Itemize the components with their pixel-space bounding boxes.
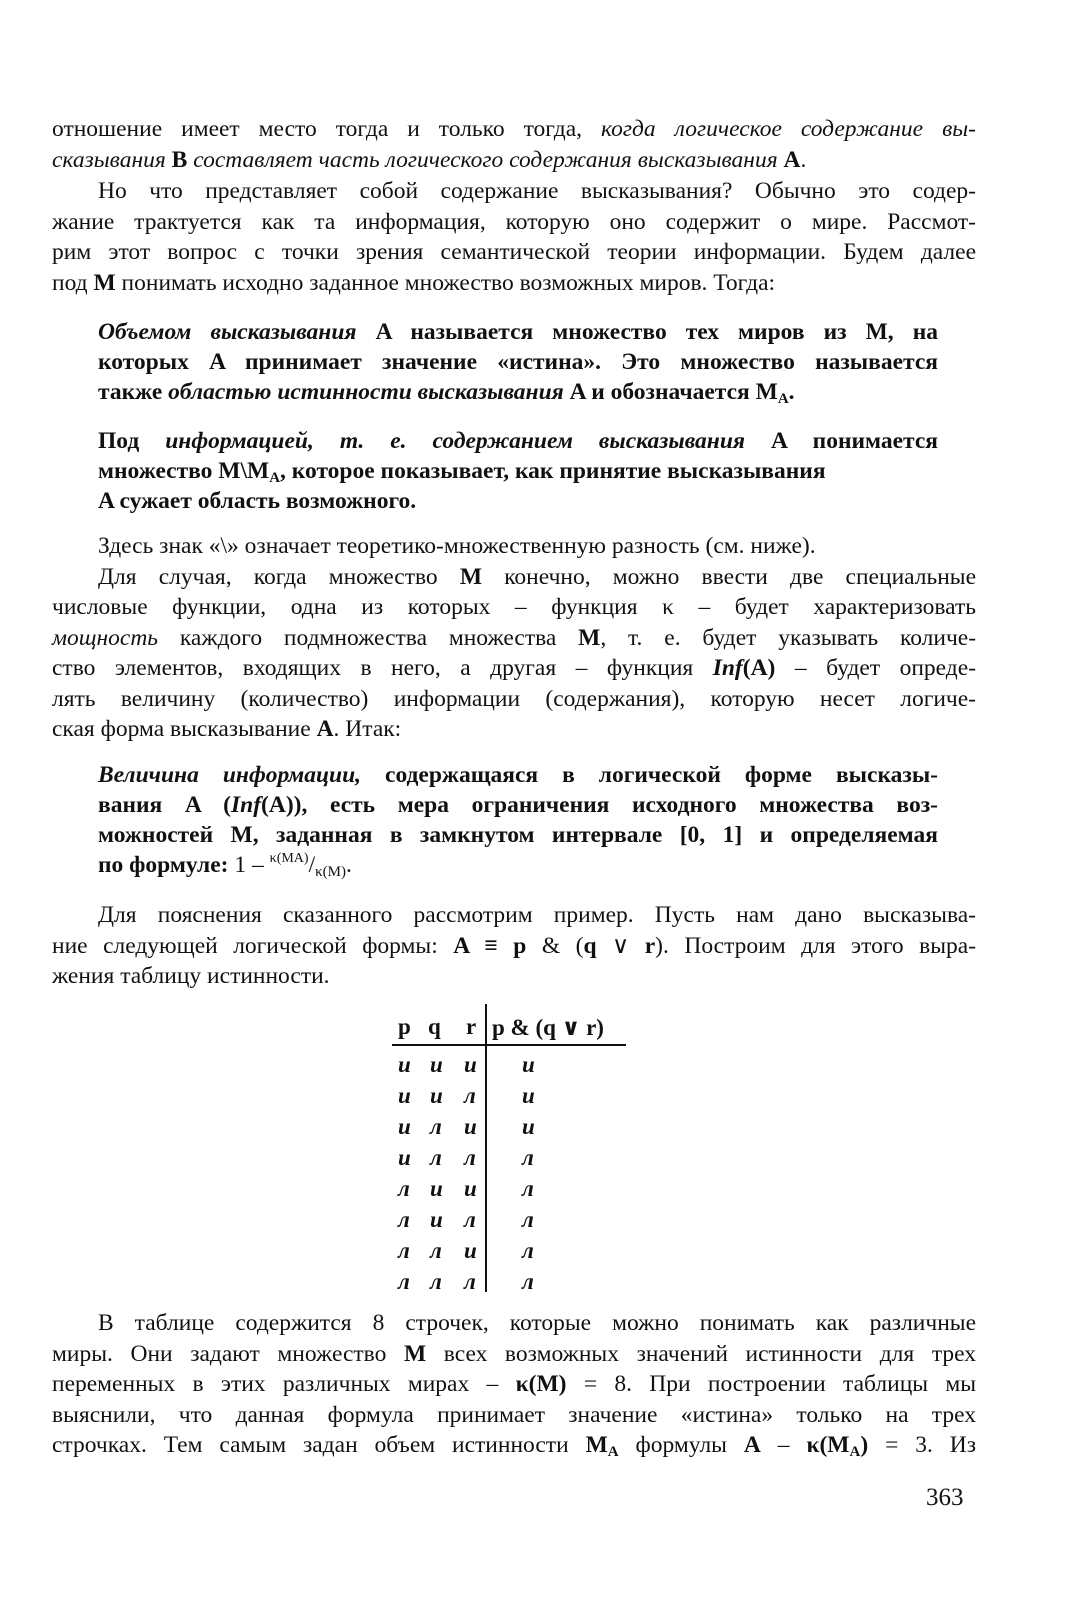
subscript: A [777,391,789,407]
text-run-italic: составляет часть логического содержания высказывания [193,146,778,173]
text-line: числовые функции, одна из которых – функция κ – будет характеризовать [52,594,976,620]
page-number: 363 [926,1484,964,1511]
table-cell: и [430,1052,443,1077]
text-run-bold: M [585,1432,608,1458]
text-line [52,1369,976,1400]
text-line [52,562,976,593]
paragraph-table-discussion [52,1308,976,1461]
text-run: = 3. Из [885,1432,977,1458]
text-run: строчках. Тем самым задан объем истинности [52,1432,569,1458]
text-run-bold: множество M\M [98,458,270,484]
formula-part: . [346,852,352,878]
table-header-formula: p & (q ∨ r) [492,1015,604,1040]
text-line [52,1430,976,1461]
text-line: В таблице содержится 8 строчек, которые можно понимать как различные [98,1310,976,1336]
table-cell: л [464,1145,476,1170]
text-line: которых A принимает значение «истина». Это множество называется [98,349,938,375]
text-run-italic: когда логическое содержание вы- [601,116,977,142]
text-run-bold: (A) [742,655,776,681]
table-header-rule [392,1044,626,1046]
text-line [98,426,938,456]
table-cell: и [522,1114,535,1139]
table-cell: и [398,1145,411,1170]
definition-information-amount [98,760,938,880]
table-cell: и [464,1052,477,1077]
text-run: отношение имеет место тогда и только тогда, [52,116,583,142]
table-cell: и [464,1238,477,1263]
definition-volume [98,317,938,407]
table-cell: л [522,1269,534,1294]
text-run-bold: A [743,1432,761,1458]
text-line [98,456,938,486]
text-run-bold: A и обозначается M [569,379,778,405]
text-line: выяснили, что данная формула принимает значение «истина» только на трех [52,1401,976,1428]
table-cell: и [398,1083,411,1108]
text-run-bold: A [783,146,801,173]
table-cell: и [430,1083,443,1108]
table-cell: и [522,1052,535,1077]
text-run: & ( [541,932,584,959]
text-line: Но что представляет собой содержание высказывания? Обычно это содер- [98,178,976,204]
table-cell: л [398,1238,410,1263]
text-line: жения таблицу истинности. [52,963,330,989]
text-run: понимать исходно заданное множество возможных миров. Тогда: [121,269,776,296]
text-run-bold-italic: Inf [712,655,743,681]
text-run-bold: также [98,379,163,405]
table-header-r: r [466,1014,477,1039]
paragraph-content-question [52,176,976,298]
text-line [52,931,976,962]
text-line [52,653,976,684]
text-run-bold-italic: областью истинности высказывания [168,379,564,405]
text-run-bold: M [93,269,116,296]
text-run: ∨ [612,932,630,959]
text-line [52,145,976,176]
text-run: формулы [635,1432,727,1458]
text-run: под [52,269,88,296]
table-cell: и [430,1176,443,1201]
text-line: можностей M, заданная в замкнутом интервале [0, 1] и определяемая [98,822,938,848]
text-run-bold: A называется множество тех миров из M, на [375,319,938,345]
text-run-bold: M [403,1340,427,1367]
text-run: ство элементов, входящих в него, а другая – функция [52,655,694,681]
text-run-bold: κ(M) [515,1371,567,1397]
text-run-bold: M [578,624,601,651]
text-run-bold: содержащаяся в логической форме высказы- [385,762,938,788]
text-run-bold: вания A ( [98,792,231,818]
formula-part: / [308,852,316,878]
text-run: Для случая, когда множество [98,563,438,590]
text-run-bold: A [316,716,334,742]
text-run: , т. е. будет указывать количе- [600,624,977,651]
text-line [52,623,976,654]
table-cell: и [464,1176,477,1201]
text-run-bold-italic: информацией, т. е. содержанием высказывания [165,428,746,454]
table-cell: и [398,1052,411,1077]
table-cell: л [464,1207,476,1232]
table-cell: л [430,1145,442,1170]
text-run: переменных в этих различных мирах – [52,1371,499,1397]
subscript: A [849,1444,861,1460]
text-line [52,114,976,145]
subscript: A [607,1444,619,1460]
text-line [98,377,938,407]
paragraph-functions [52,531,976,745]
text-run-bold: B [171,146,188,173]
text-run: ская форма высказывание [52,716,311,742]
text-run-bold: r [644,932,656,959]
text-run-bold-italic: Объемом высказывания [98,319,357,345]
text-run-bold: q [583,932,597,959]
text-run: – [777,1432,790,1458]
text-line [98,760,938,790]
text-line [52,714,976,745]
text-line: жание трактуется как та информация, которую оно содержит о мире. Рассмот- [52,208,976,235]
table-cell: л [398,1176,410,1201]
text-run-bold: A ≡ p [453,932,527,959]
text-run-bold: по формуле: [98,852,229,878]
text-run-bold: ) [860,1432,869,1458]
table-header-q: q [428,1014,441,1039]
text-line: лять величину (количество) информации (содержания), которую несет логиче- [52,685,976,712]
table-cell: л [522,1207,534,1232]
table-cell: л [430,1114,442,1139]
text-run: ние следующей логической формы: [52,932,438,959]
subscript: A [269,470,281,486]
table-cell: л [464,1269,476,1294]
text-run-bold: Под [98,428,140,454]
text-run: миры. Они задают множество [52,1340,387,1367]
text-run: . [788,379,795,405]
text-run-bold: M [459,563,483,590]
table-cell: л [398,1269,410,1294]
paragraph-intro [52,114,976,175]
table-cell: и [398,1114,411,1139]
table-cell: л [430,1238,442,1263]
table-cell: и [522,1083,535,1108]
text-line: Для пояснения сказанного рассмотрим пример. Пусть нам дано высказыва- [98,902,976,928]
text-run: . [800,146,807,173]
text-run-bold-italic: Величина информации, [98,762,362,788]
text-run-bold: A понимается [771,428,939,454]
definition-information [98,426,938,516]
table-cell: и [430,1207,443,1232]
text-line [52,1339,976,1370]
text-run: – будет опреде- [794,655,977,681]
text-line: рим этот вопрос с точки зрения семантической теории информации. Будем далее [52,239,976,265]
text-run-bold: (A)), есть мера ограничения исходного множества воз- [261,792,938,818]
paragraph-example [52,900,976,992]
superscript: κ(MA) [269,851,309,866]
table-header-p: p [398,1014,411,1039]
text-run: . Итак: [333,716,402,742]
table-cell: л [430,1269,442,1294]
table-column-divider [485,1004,487,1292]
text-run-bold: , которое показывает, как принятие высказывания [280,458,826,484]
text-line: A сужает область возможного. [98,488,417,514]
text-run-italic: мощность [52,624,158,651]
text-run-bold: κ(M [806,1432,850,1458]
subscript: κ(M) [315,864,346,880]
text-run: каждого подмножества множества [179,624,557,651]
formula-line [98,850,938,880]
text-run: всех возможных значений истинности для трех [443,1340,977,1367]
text-run-italic: сказывания [52,146,166,173]
text-line [52,268,976,299]
text-run: = 8. При построении таблицы мы [583,1371,977,1397]
table-cell: л [522,1176,534,1201]
table-cell: л [522,1238,534,1263]
formula-part: 1 – [234,852,264,878]
table-cell: л [398,1207,410,1232]
text-run: ). Построим для этого выра- [655,932,977,959]
text-line [98,317,938,347]
table-cell: л [464,1083,476,1108]
table-cell: и [464,1114,477,1139]
text-run-bold-italic: Inf [230,792,262,818]
text-run: конечно, можно ввести две специальные [504,563,977,590]
text-line [98,790,938,820]
table-cell: л [522,1145,534,1170]
text-line: Здесь знак «\» означает теоретико-множественную разность (см. ниже). [98,533,816,559]
